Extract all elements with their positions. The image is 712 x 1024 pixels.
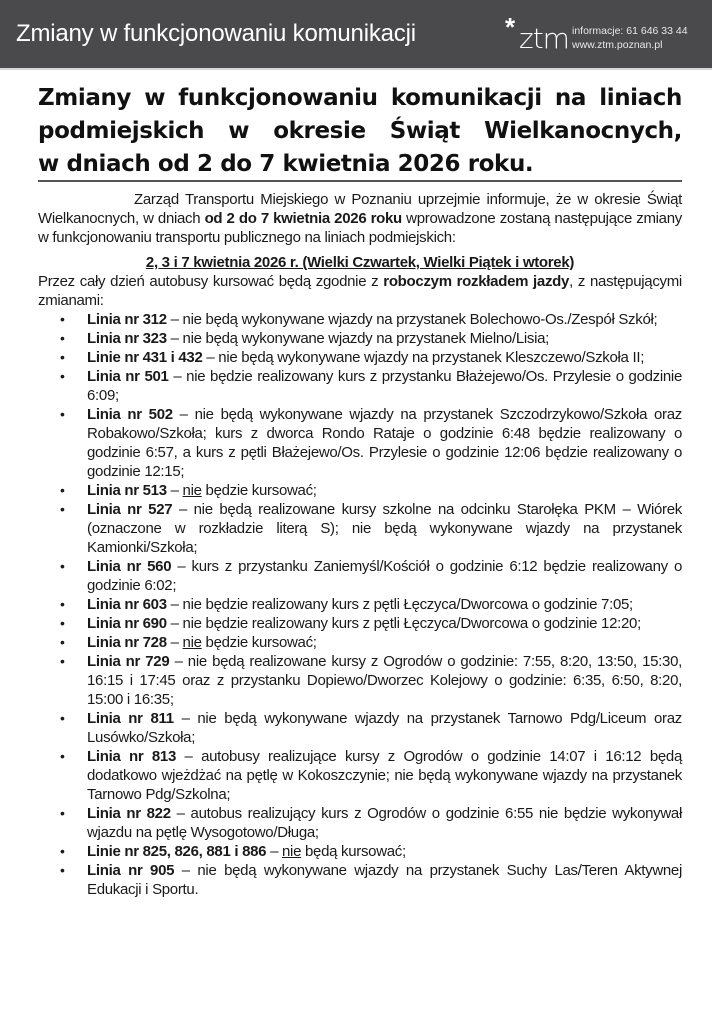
list-item xyxy=(38,481,682,500)
bullet-icon: • xyxy=(60,862,65,878)
list-item xyxy=(38,329,682,348)
underlined-word: nie xyxy=(182,482,202,499)
header-banner xyxy=(0,0,712,70)
website-link[interactable]: www.ztm.poznan.pl xyxy=(572,39,663,51)
bullet-icon: • xyxy=(60,634,65,650)
bullet-icon: • xyxy=(60,349,65,365)
bullet-icon: • xyxy=(60,748,65,764)
change-description: – nie będzie realizowany kurs z pętli Łęczyca/Dworcowa o godzinie 7:05; xyxy=(166,596,633,613)
line-number: Linia nr 502 xyxy=(87,406,173,423)
announcement-body xyxy=(38,190,682,899)
change-description: – autobus realizujący kurs z Ogrodów o godzinie 6:55 nie będzie wykonywał wjazdu na pętlę Wysogotowo/Długa; xyxy=(87,805,682,841)
bullet-icon: • xyxy=(60,805,65,821)
list-item xyxy=(38,500,682,557)
section-heading: 2, 3 i 7 kwietnia 2026 r. (Wielki Czwartek, Wielki Piątek i wtorek) xyxy=(145,254,575,271)
change-description: – nie będą wykonywane wjazdy na przystanek Kleszczewo/Szkoła II; xyxy=(202,349,645,366)
contact-info xyxy=(572,24,688,52)
title-divider xyxy=(38,180,682,182)
change-description: – kurs z przystanku Zaniemyśl/Kościół o godzinie 6:12 będzie realizowany o godzinie 6:02; xyxy=(87,558,682,594)
phone-info: informacje: 61 646 33 44 xyxy=(572,25,688,37)
bullet-icon: • xyxy=(60,843,65,859)
lead-schedule-type: roboczym rozkładem jazdy xyxy=(383,273,570,290)
bullet-icon: • xyxy=(60,406,65,422)
title-line-3: w dniach od 2 do 7 kwietnia 2026 roku. xyxy=(38,151,534,177)
dash: – xyxy=(166,482,183,499)
change-description: – autobusy realizujące kursy z Ogrodów o godzinie 14:07 i 16:12 będą dodatkowo wjeżdżać na pętlę w Kokoszczynie; nie będą wykonywane wjazdy na przystanek Tarnowo Pdg/Szkolna; xyxy=(87,748,683,803)
list-item xyxy=(38,557,682,595)
change-description: – nie będą wykonywane wjazdy na przystanek Bolechowo-Os./Zespół Szkół; xyxy=(166,311,658,328)
change-description: – nie będą wykonywane wjazdy na przystanek Mielno/Lisia; xyxy=(166,330,550,347)
bullet-icon: • xyxy=(60,653,65,669)
list-item xyxy=(38,310,682,329)
line-changes-list xyxy=(38,310,682,899)
dash: – xyxy=(166,634,183,651)
line-number: Linia nr 501 xyxy=(87,368,169,385)
underlined-word: nie xyxy=(282,843,302,860)
change-description: będą kursować; xyxy=(301,843,406,860)
dash: – xyxy=(266,843,282,860)
line-number: Linia nr 690 xyxy=(87,615,167,632)
page-title xyxy=(38,82,682,181)
change-description: – nie będzie realizowany kurs z pętli Łęczyca/Dworcowa o godzinie 12:20; xyxy=(166,615,641,632)
intro-date-range: od 2 do 7 kwietnia 2026 roku xyxy=(204,210,402,227)
title-line-2: podmiejskich w okresie Świąt Wielkanocnych, xyxy=(38,118,682,144)
bullet-icon: • xyxy=(60,596,65,612)
line-number: Linie nr 431 i 432 xyxy=(87,349,203,366)
list-item xyxy=(38,595,682,614)
intro-paragraph xyxy=(38,190,682,247)
change-description: będzie kursować; xyxy=(201,634,317,651)
logo-text: ztm xyxy=(519,22,569,55)
list-item xyxy=(38,614,682,633)
line-number: Linia nr 312 xyxy=(87,311,167,328)
bullet-icon: • xyxy=(60,501,65,517)
change-description: – nie będą wykonywane wjazdy na przystanek Suchy Las/Teren Aktywnej Edukacji i Sportu. xyxy=(87,862,682,898)
line-number: Linia nr 560 xyxy=(87,558,172,575)
bullet-icon: • xyxy=(60,330,65,346)
underlined-word: nie xyxy=(182,634,202,651)
line-number: Linia nr 905 xyxy=(87,862,175,879)
intro-text: Zarząd Transportu Miejskiego w Poznaniu uprzejmie informuje, że w okresie Świąt Wielkanocnych, w dniach xyxy=(38,191,682,227)
change-description: – nie będzie realizowany kurs z przystanku Błażejewo/Os. Przylesie o godzinie 6:09; xyxy=(87,368,683,404)
line-number: Linia nr 813 xyxy=(87,748,177,765)
list-item xyxy=(38,861,682,899)
line-number: Linia nr 323 xyxy=(87,330,167,347)
section-lead xyxy=(38,272,682,310)
list-item xyxy=(38,709,682,747)
banner-title: Zmiany w funkcjonowaniu komunikacji xyxy=(16,20,416,47)
change-description: będzie kursować; xyxy=(201,482,317,499)
change-description: – nie będą wykonywane wjazdy na przystanek Szczodrzykowo/Szkoła oraz Robakowo/Szkoła; kurs z dworca Rondo Rataje o godzinie 6:48 będzie realizowany o godzinie 6:57, a kurs z pętli Błażejewo/Os. Przylesie o godzinie 12:06 będzie realizowany o godzinie 12:15; xyxy=(87,406,682,480)
list-item xyxy=(38,804,682,842)
list-item xyxy=(38,367,682,405)
intro-text-end: wprowadzone zostaną następujące zmiany w funkcjonowaniu transportu publicznego na liniach podmiejskich: xyxy=(38,210,682,246)
change-description: – nie będą realizowane kursy z Ogrodów o godzinie: 7:55, 8:20, 13:50, 15:30, 16:15 i 17:45 oraz z przystanku Dopiewo/Dworzec Kolejowy o godzinie: 6:35, 6:50, 8:20, 15:00 i 16:35; xyxy=(87,653,682,708)
bullet-icon: • xyxy=(60,558,65,574)
change-description: – nie będą wykonywane wjazdy na przystanek Tarnowo Pdg/Liceum oraz Lusówko/Szkoła; xyxy=(87,710,682,746)
bullet-icon: • xyxy=(60,368,65,384)
list-item xyxy=(38,348,682,367)
bullet-icon: • xyxy=(60,615,65,631)
list-item xyxy=(38,633,682,652)
bullet-icon: • xyxy=(60,311,65,327)
list-item xyxy=(38,747,682,804)
line-number: Linie nr 825, 826, 881 i 886 xyxy=(87,843,267,860)
lead-text: Przez cały dzień autobusy kursować będą zgodnie z xyxy=(38,273,384,290)
line-number: Linia nr 728 xyxy=(87,634,167,651)
title-line-1: Zmiany w funkcjonowaniu komunikacji na liniach xyxy=(38,85,682,111)
change-description: – nie będą realizowane kursy szkolne na odcinku Starołęka PKM – Wiórek (oznaczone w rozkładzie literą S); nie będą wykonywane wjazdy na przystanek Kamionki/Szkoła; xyxy=(87,501,682,556)
asterisk-icon: * xyxy=(505,12,516,42)
lead-text-end: , z następującymi zmianami: xyxy=(38,273,682,309)
line-number: Linia nr 822 xyxy=(87,805,171,822)
line-number: Linia nr 811 xyxy=(87,710,174,727)
bullet-icon: • xyxy=(60,710,65,726)
list-item xyxy=(38,405,682,481)
line-number: Linia nr 527 xyxy=(87,501,173,518)
line-number: Linia nr 729 xyxy=(87,653,170,670)
line-number: Linia nr 603 xyxy=(87,596,167,613)
bullet-icon: • xyxy=(60,482,65,498)
line-number: Linia nr 513 xyxy=(87,482,167,499)
list-item xyxy=(38,842,682,861)
list-item xyxy=(38,652,682,709)
